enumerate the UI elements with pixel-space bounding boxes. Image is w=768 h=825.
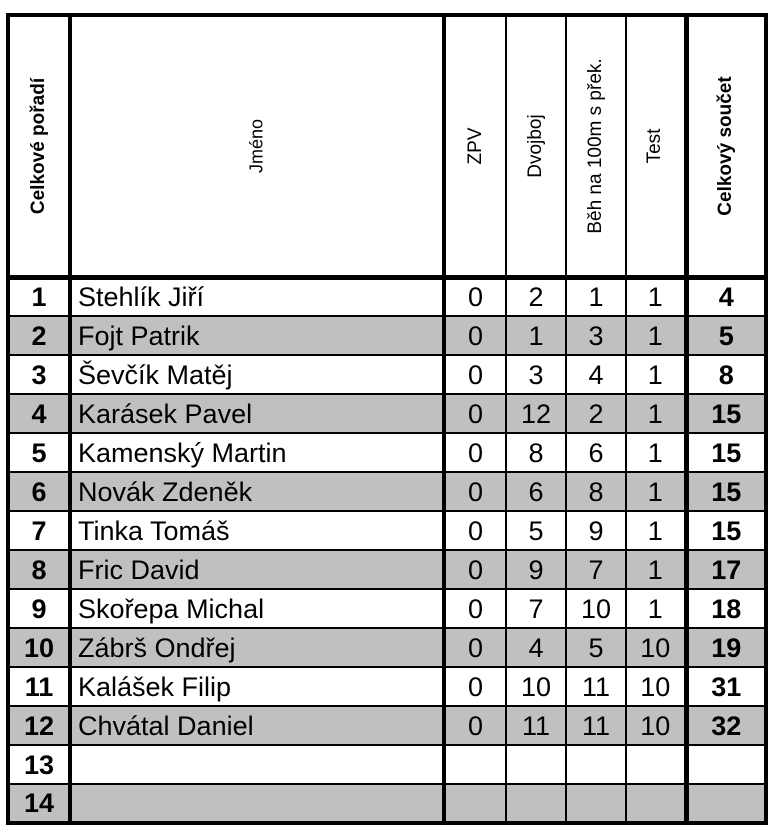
test-cell: 1 — [626, 589, 686, 628]
name-cell: Zábrš Ondřej — [70, 628, 444, 667]
table-row — [8, 433, 766, 472]
header-test-label: Test — [644, 128, 666, 164]
rank-cell: 10 — [8, 628, 70, 667]
zpv-cell: 0 — [444, 550, 506, 589]
zpv-cell: 0 — [444, 511, 506, 550]
total-cell: 8 — [686, 355, 766, 394]
table-row — [8, 355, 766, 394]
dvojboj-cell — [506, 784, 566, 823]
rank-cell: 4 — [8, 394, 70, 433]
rank-cell: 8 — [8, 550, 70, 589]
run-cell: 2 — [566, 394, 626, 433]
table-row — [8, 550, 766, 589]
name-cell: Karásek Pavel — [70, 394, 444, 433]
header-total — [686, 15, 766, 277]
header-dvojboj-label: Dvojboj — [525, 114, 546, 178]
run-cell: 11 — [566, 667, 626, 706]
test-cell — [626, 784, 686, 823]
run-cell: 5 — [566, 628, 626, 667]
name-cell: Stehlík Jiří — [70, 277, 444, 316]
dvojboj-cell: 1 — [506, 316, 566, 355]
dvojboj-cell: 3 — [506, 355, 566, 394]
total-cell: 4 — [686, 277, 766, 316]
header-rank — [8, 15, 70, 277]
test-cell — [626, 745, 686, 784]
dvojboj-cell: 12 — [506, 394, 566, 433]
run-cell: 10 — [566, 589, 626, 628]
total-cell — [686, 745, 766, 784]
rank-cell: 12 — [8, 706, 70, 745]
name-cell: Skořepa Michal — [70, 589, 444, 628]
zpv-cell: 0 — [444, 667, 506, 706]
total-cell: 18 — [686, 589, 766, 628]
zpv-cell: 0 — [444, 706, 506, 745]
zpv-cell: 0 — [444, 628, 506, 667]
rank-cell: 9 — [8, 589, 70, 628]
rank-cell: 2 — [8, 316, 70, 355]
run-cell — [566, 784, 626, 823]
header-name — [70, 15, 444, 277]
rank-cell: 11 — [8, 667, 70, 706]
total-cell: 17 — [686, 550, 766, 589]
table-row — [8, 394, 766, 433]
zpv-cell: 0 — [444, 277, 506, 316]
total-cell — [686, 784, 766, 823]
table-row — [8, 589, 766, 628]
run-cell: 9 — [566, 511, 626, 550]
header-zpv — [444, 15, 506, 277]
rank-cell: 5 — [8, 433, 70, 472]
dvojboj-cell: 6 — [506, 472, 566, 511]
name-cell: Chvátal Daniel — [70, 706, 444, 745]
rank-cell: 13 — [8, 745, 70, 784]
table-row — [8, 277, 766, 316]
dvojboj-cell: 8 — [506, 433, 566, 472]
test-cell: 1 — [626, 550, 686, 589]
run-cell — [566, 745, 626, 784]
results-table — [6, 13, 768, 825]
run-cell: 8 — [566, 472, 626, 511]
name-cell: Ševčík Matěj — [70, 355, 444, 394]
rank-cell: 3 — [8, 355, 70, 394]
header-rank-label: Celkové pořadí — [28, 77, 49, 214]
name-cell — [70, 745, 444, 784]
total-cell: 15 — [686, 394, 766, 433]
table-row — [8, 745, 766, 784]
total-cell: 5 — [686, 316, 766, 355]
name-cell: Fojt Patrik — [70, 316, 444, 355]
test-cell: 1 — [626, 277, 686, 316]
header-row — [8, 15, 766, 277]
header-dvojboj — [506, 15, 566, 277]
test-cell: 1 — [626, 433, 686, 472]
header-test — [626, 15, 686, 277]
header-name-label: Jméno — [246, 118, 267, 173]
total-cell: 32 — [686, 706, 766, 745]
dvojboj-cell: 9 — [506, 550, 566, 589]
rank-cell: 7 — [8, 511, 70, 550]
run-cell: 1 — [566, 277, 626, 316]
name-cell: Kalášek Filip — [70, 667, 444, 706]
test-cell: 10 — [626, 628, 686, 667]
test-cell: 1 — [626, 316, 686, 355]
run-cell: 7 — [566, 550, 626, 589]
dvojboj-cell: 11 — [506, 706, 566, 745]
table-row — [8, 511, 766, 550]
zpv-cell — [444, 784, 506, 823]
zpv-cell: 0 — [444, 472, 506, 511]
name-cell: Tinka Tomáš — [70, 511, 444, 550]
run-cell: 11 — [566, 706, 626, 745]
zpv-cell: 0 — [444, 316, 506, 355]
dvojboj-cell: 2 — [506, 277, 566, 316]
zpv-cell: 0 — [444, 433, 506, 472]
dvojboj-cell: 10 — [506, 667, 566, 706]
zpv-cell: 0 — [444, 589, 506, 628]
test-cell: 10 — [626, 667, 686, 706]
test-cell: 10 — [626, 706, 686, 745]
test-cell: 1 — [626, 355, 686, 394]
rank-cell: 6 — [8, 472, 70, 511]
header-run-label: Běh na 100m s přek. — [585, 58, 606, 234]
table-row — [8, 628, 766, 667]
table-row — [8, 667, 766, 706]
dvojboj-cell: 4 — [506, 628, 566, 667]
test-cell: 1 — [626, 394, 686, 433]
total-cell: 15 — [686, 511, 766, 550]
test-cell: 1 — [626, 472, 686, 511]
name-cell: Fric David — [70, 550, 444, 589]
total-cell: 31 — [686, 667, 766, 706]
name-cell: Kamenský Martin — [70, 433, 444, 472]
header-zpv-label: ZPV — [464, 127, 486, 165]
table-row — [8, 472, 766, 511]
run-cell: 4 — [566, 355, 626, 394]
zpv-cell: 0 — [444, 355, 506, 394]
table-row — [8, 784, 766, 823]
dvojboj-cell — [506, 745, 566, 784]
total-cell: 15 — [686, 433, 766, 472]
table-row — [8, 316, 766, 355]
results-sheet — [6, 13, 764, 819]
dvojboj-cell: 5 — [506, 511, 566, 550]
header-run — [566, 15, 626, 277]
table-row — [8, 706, 766, 745]
rank-cell: 14 — [8, 784, 70, 823]
dvojboj-cell: 7 — [506, 589, 566, 628]
name-cell — [70, 784, 444, 823]
total-cell: 15 — [686, 472, 766, 511]
rank-cell: 1 — [8, 277, 70, 316]
total-cell: 19 — [686, 628, 766, 667]
header-total-label: Celkový součet — [715, 76, 737, 216]
run-cell: 6 — [566, 433, 626, 472]
zpv-cell — [444, 745, 506, 784]
name-cell: Novák Zdeněk — [70, 472, 444, 511]
test-cell: 1 — [626, 511, 686, 550]
run-cell: 3 — [566, 316, 626, 355]
zpv-cell: 0 — [444, 394, 506, 433]
